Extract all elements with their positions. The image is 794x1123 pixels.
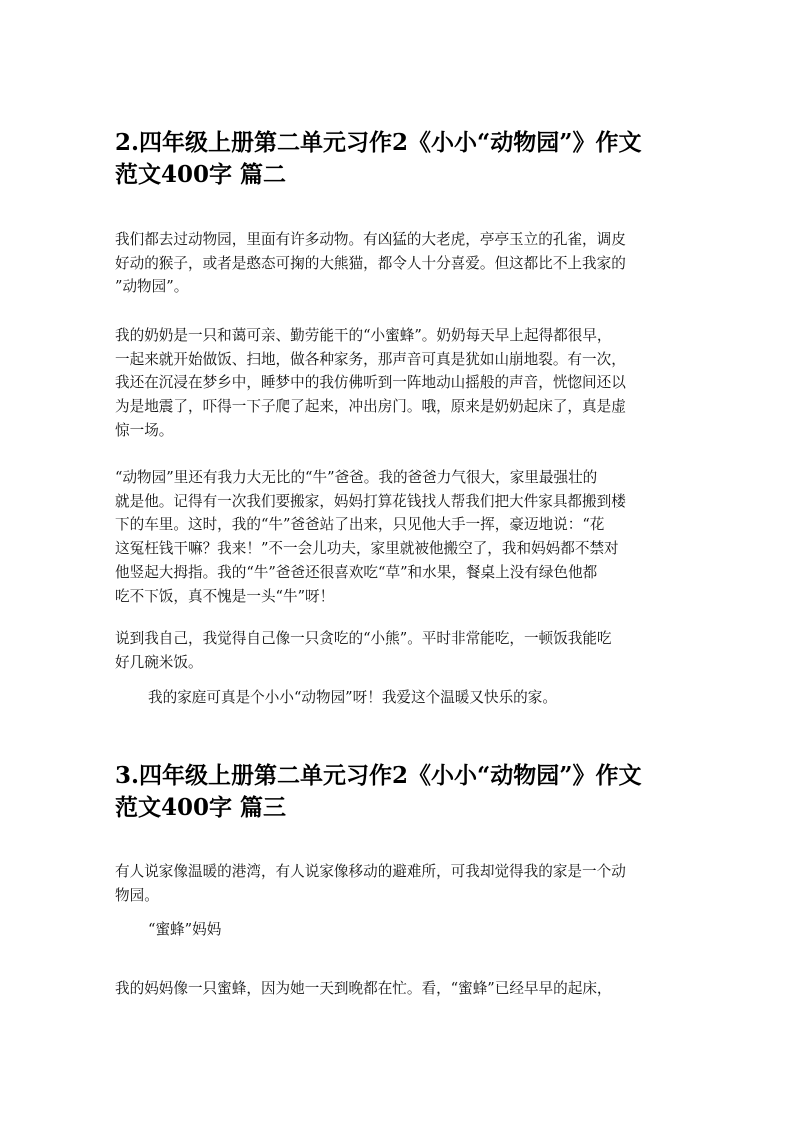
section-3-intro: 有人说家像温暖的港湾，有人说家像移动的避难所，可我却觉得我的家是一个动 物园。: [115, 863, 626, 904]
section-2-paragraph-1: 我们都去过动物园，里面有许多动物。有凶猛的大老虎，亭亭玉立的孔雀，调皮 好动的猴子，或者是憨态可掬的大熊猫，都令人十分喜爱。但这都比不上我家的 ”动物园”。: [115, 231, 626, 296]
section-3-paragraph-1: 我的妈妈像一只蜜蜂，因为她一天到晚都在忙。看，“蜜蜂”已经早早的起床，: [115, 980, 612, 997]
section-2-title: [115, 127, 695, 191]
section-3-subheading: “蜜蜂”妈妈: [148, 921, 222, 938]
section-3-title: [115, 760, 695, 824]
section-2-paragraph-4: 说到我自己，我觉得自己像一只贪吃的“小熊”。平时非常能吃，一顿饭我能吃 好几碗米饭。: [115, 630, 612, 671]
section-2-paragraph-2: 我的奶奶是一只和蔼可亲、勤劳能干的“小蜜蜂”。奶奶每天早上起得都很早， 一起来就开始做饭、扫地，做各种家务，那声音可真是犹如山崩地裂。有一次， 我还在沉浸在梦乡中，睡梦中的我仿佛听到一阵地动山摇般的声音，恍惚间还以 为是地震了，吓得一下子爬了起来，冲出房门。哦，原来是奶奶起床了，真是虚 惊一场。: [115, 327, 626, 439]
section-3-title-line: 范文400字 篇三: [115, 794, 287, 821]
section-2-title-line: 范文400字 篇二: [115, 161, 287, 188]
section-3-title-line: 3.四年级上册第二单元习作2《小小“动物园”》作文: [115, 762, 642, 789]
section-2-closing: 我的家庭可真是个小小“动物园”呀！我爱这个温暖又快乐的家。: [148, 689, 557, 706]
section-2-title-line: 2.四年级上册第二单元习作2《小小“动物园”》作文: [115, 129, 642, 156]
section-2-paragraph-3: “动物园”里还有我力大无比的“牛”爸爸。我的爸爸力气很大，家里最强壮的 就是他。记得有一次我们要搬家，妈妈打算花钱找人帮我们把大件家具都搬到楼 下的车里。这时，我的“牛”爸爸站了出来，只见他大手一挥，豪迈地说：“花 这冤枉钱干嘛？我来！”不一会儿功夫，家里就被他搬空了，我和妈妈都不禁对 他竖起大拇指。我的“牛”爸爸还很喜欢吃“草”和水果，餐桌上没有绿色他都 吃不下饭，真不愧是一头“牛”呀！: [115, 469, 626, 605]
